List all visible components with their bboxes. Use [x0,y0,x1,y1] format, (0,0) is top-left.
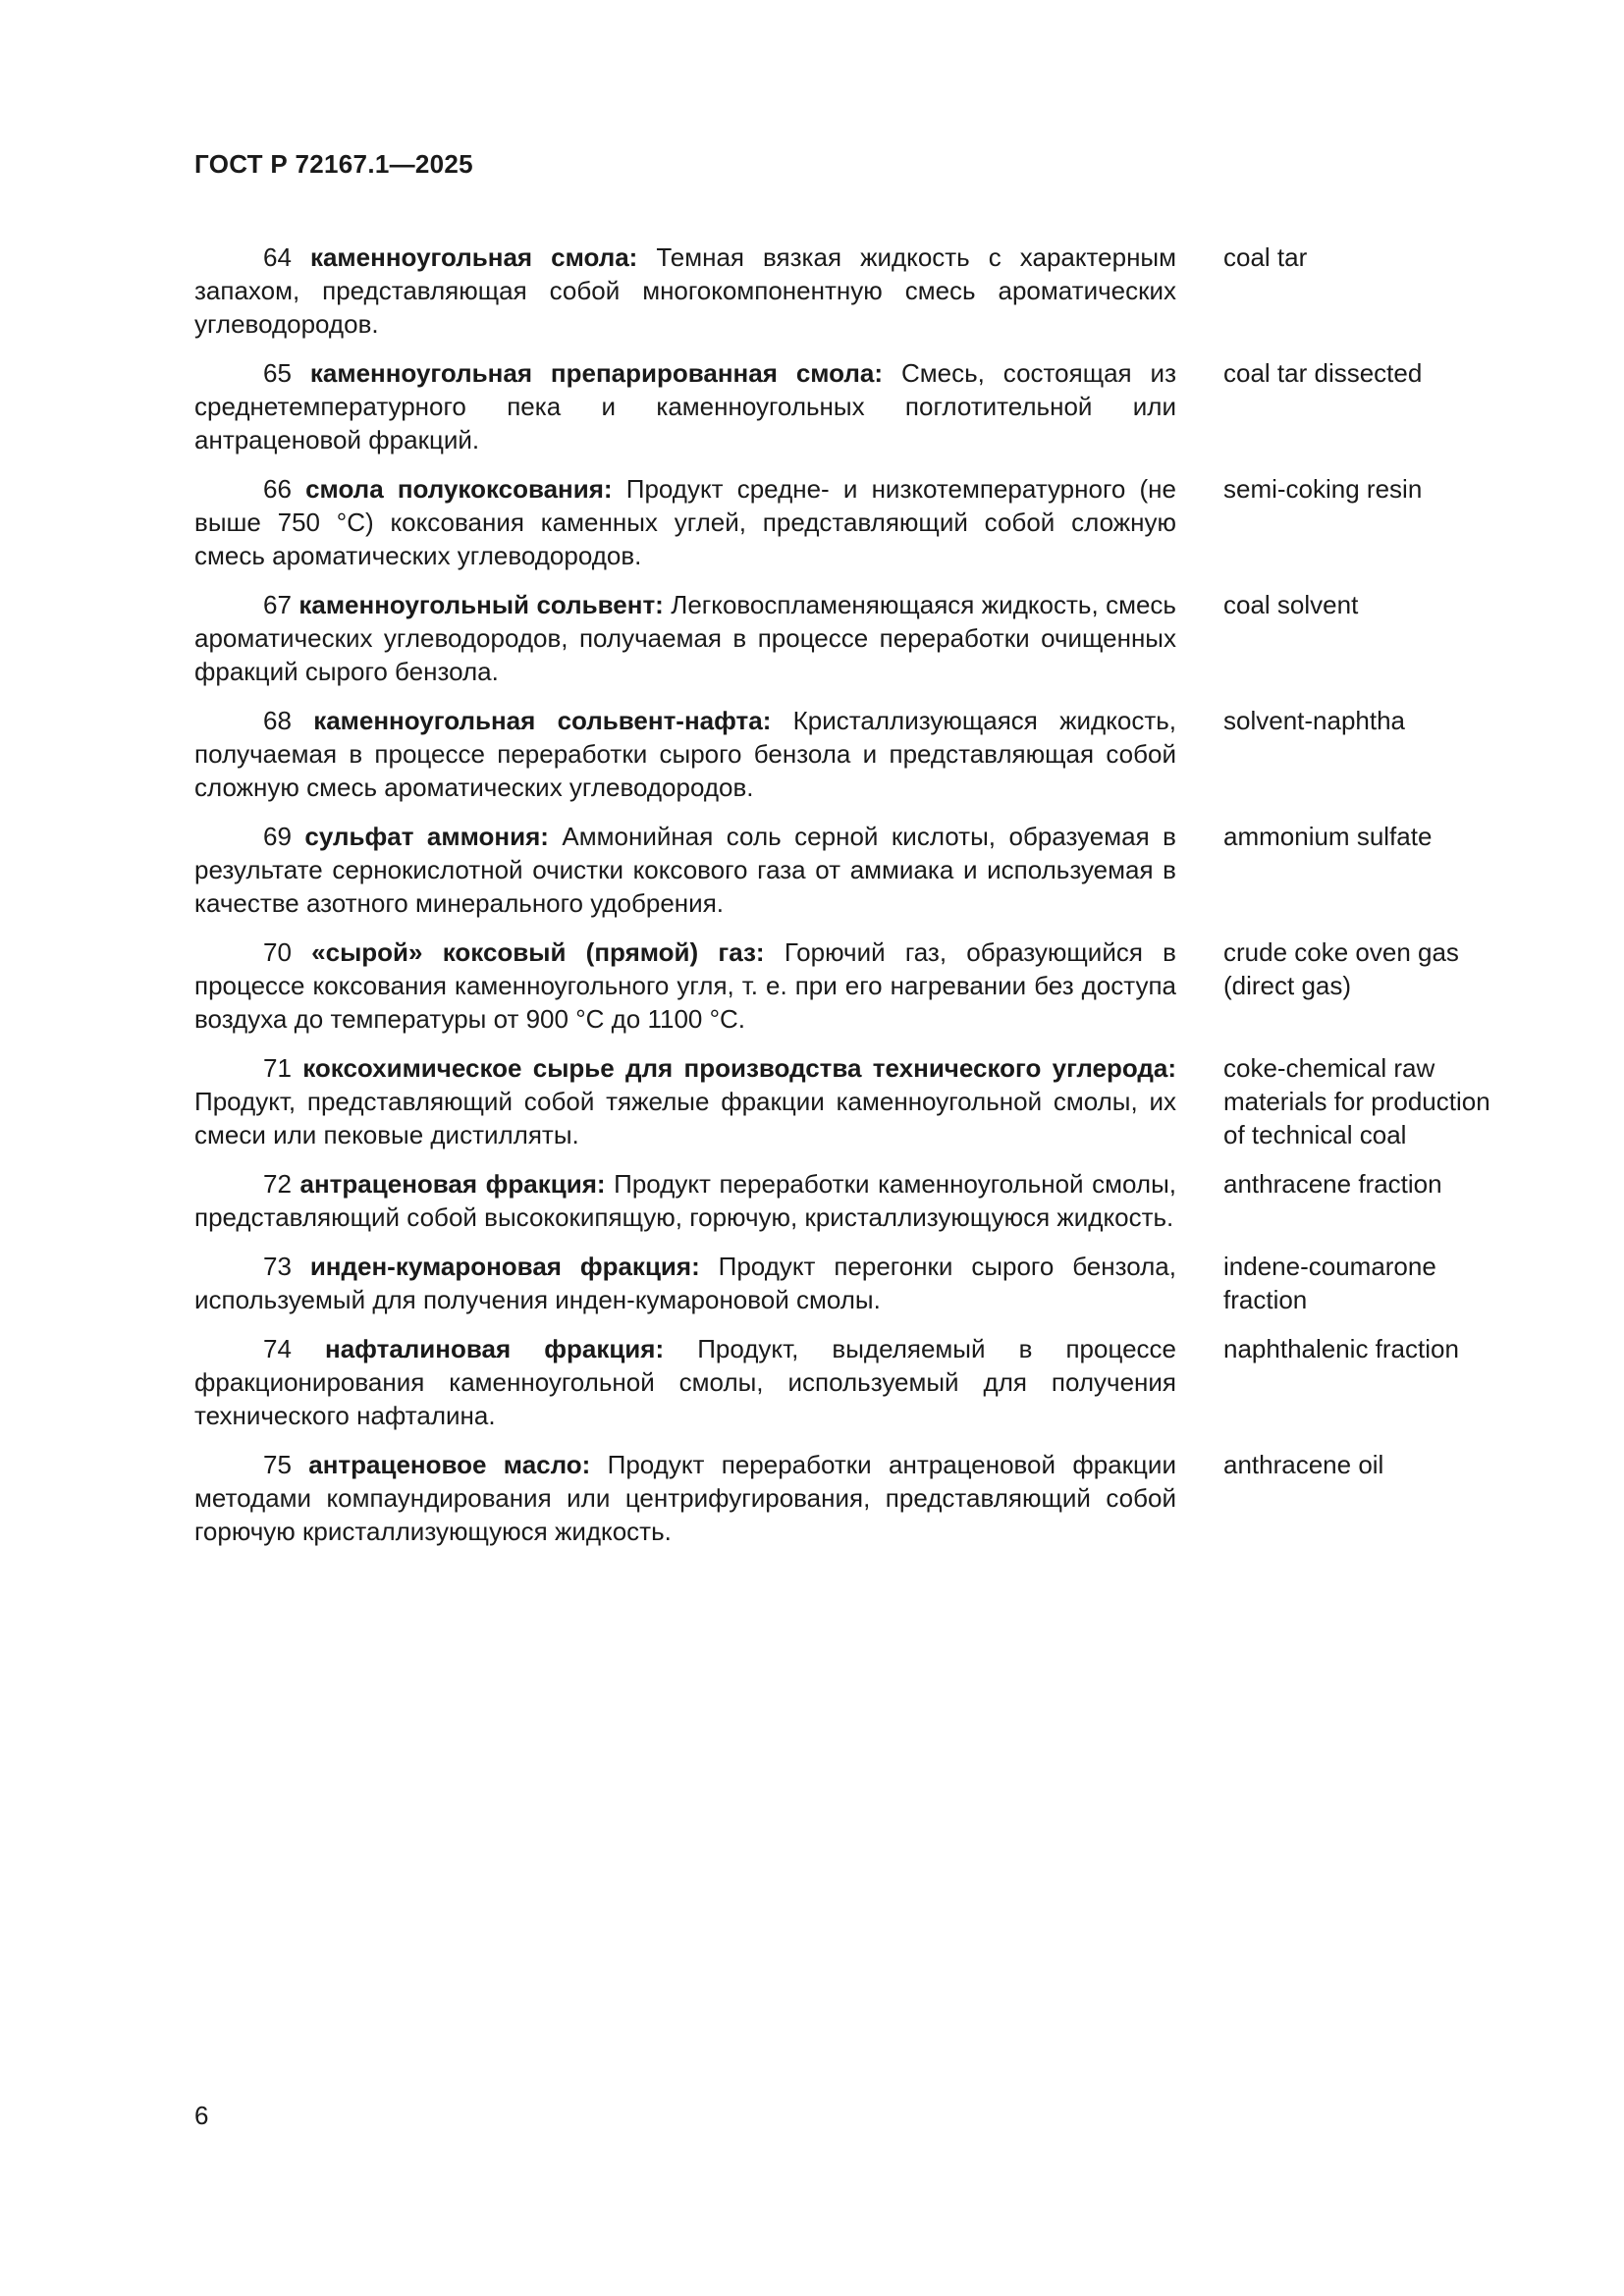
term-number: 70 [263,937,292,967]
term-entry-73 [194,1250,1530,1316]
term-russian [194,1167,1176,1234]
term-english: anthracene fraction [1223,1169,1442,1199]
term-english: coal tar [1223,242,1308,272]
term-number: 73 [263,1252,292,1281]
term-definition: Продукт, представляющий собой тяжелые фракции каменноугольной смолы, их смеси или пековые дистилляты. [194,1087,1176,1149]
term-english: crude coke oven gas (direct gas) [1223,937,1459,1000]
term-russian [194,240,1176,341]
term-number: 65 [263,358,292,388]
term-number: 66 [263,474,292,504]
term-definition: Продукт перегонки сырого бензола, используемый для получения инден-кумароновой смолы. [194,1252,1176,1314]
term-english: naphthalenic fraction [1223,1334,1459,1363]
term-definition: Продукт переработки антраценовой фракции методами компаундирования или центрифугирования, представляющий собой горючую кристаллизующуюся жидкость. [194,1450,1176,1546]
term-russian [194,1250,1176,1316]
term-name: инден-кумароновая фракция: [309,1252,700,1281]
term-number: 68 [263,706,292,735]
term-russian [194,935,1176,1036]
term-russian [194,588,1176,688]
term-russian [194,704,1176,804]
term-entry-74 [194,1332,1530,1432]
term-entry-69 [194,820,1530,920]
term-english: coal solvent [1223,590,1359,619]
term-entry-70 [194,935,1530,1036]
term-definition: Продукт средне- и низкотемпературного (не выше 750 °С) коксования каменных углей, представляющий собой сложную смесь ароматических углеводородов. [194,474,1176,570]
term-number: 74 [263,1334,292,1363]
term-definition: Аммонийная соль серной кислоты, образуемая в результате сернокислотной очистки коксового газа от аммиака и используемая в качестве азотного минерального удобрения. [194,822,1176,918]
term-entry-66 [194,472,1530,572]
term-number: 71 [263,1053,292,1083]
term-entry-64 [194,240,1530,341]
term-name: антраценовое масло: [308,1450,591,1479]
term-entry-75 [194,1448,1530,1548]
term-definition: Легковоспламеняющаяся жидкость, смесь ароматических углеводородов, получаемая в процессе переработки очищенных фракций сырого бензола. [194,590,1176,686]
term-definition: Продукт переработки каменноугольной смолы, представляющий собой высококипящую, горючую, кристаллизующуюся жидкость. [194,1169,1176,1232]
term-entry-67 [194,588,1530,688]
terms-list [194,240,1530,1564]
term-name: антраценовая фракция: [299,1169,606,1199]
term-definition: Смесь, состоящая из среднетемпературного пека и каменноугольных поглотительной или антраценовой фракций. [194,358,1176,454]
term-russian [194,1448,1176,1548]
term-name: каменноугольная препарированная смола: [309,358,884,388]
term-entry-71 [194,1051,1530,1151]
term-english: solvent-naphtha [1223,706,1406,735]
term-entry-72 [194,1167,1530,1234]
term-entry-68 [194,704,1530,804]
term-definition: Горючий газ, образующийся в процессе коксования каменноугольного угля, т. е. при его нагревании без доступа воздуха до температуры от 900 °С до 1100 °С. [194,937,1176,1034]
term-name: нафталиновая фракция: [325,1334,665,1363]
term-name: сульфат аммония: [304,822,549,851]
term-entry-65 [194,356,1530,456]
term-number: 72 [263,1169,292,1199]
term-russian [194,472,1176,572]
term-english: indene-coumarone fraction [1223,1252,1436,1314]
page-number: 6 [194,2101,209,2130]
term-name: смола полукоксования: [305,474,613,504]
term-russian [194,356,1176,456]
term-name: каменноугольная смола: [309,242,638,272]
term-definition: Темная вязкая жидкость с характерным запахом, представляющая собой многокомпонентную смесь ароматических углеводородов. [194,242,1176,339]
term-name: коксохимическое сырье для производства технического углерода: [302,1053,1176,1083]
term-english: anthracene oil [1223,1450,1384,1479]
document-header: ГОСТ Р 72167.1—2025 [194,149,473,179]
term-english: semi-coking resin [1223,474,1423,504]
term-russian [194,820,1176,920]
term-russian [194,1051,1176,1151]
term-number: 75 [263,1450,292,1479]
term-name: каменноугольный сольвент: [298,590,664,619]
term-name: каменноугольная сольвент-нафта: [313,706,772,735]
term-number: 69 [263,822,292,851]
term-name: «сырой» коксовый (прямой) газ: [311,937,765,967]
term-number: 64 [263,242,292,272]
term-russian [194,1332,1176,1432]
term-number: 67 [263,590,292,619]
term-definition: Кристаллизующаяся жидкость, получаемая в процессе переработки сырого бензола и представляющая собой сложную смесь ароматических углеводородов. [194,706,1177,802]
term-english: coal tar dissected [1223,358,1423,388]
term-english: coke-chemical raw materials for production of technical coal [1223,1053,1490,1149]
term-definition: Продукт, выделяемый в процессе фракционирования каменноугольной смолы, используемый для получения технического нафталина. [194,1334,1176,1430]
term-english: ammonium sulfate [1223,822,1433,851]
